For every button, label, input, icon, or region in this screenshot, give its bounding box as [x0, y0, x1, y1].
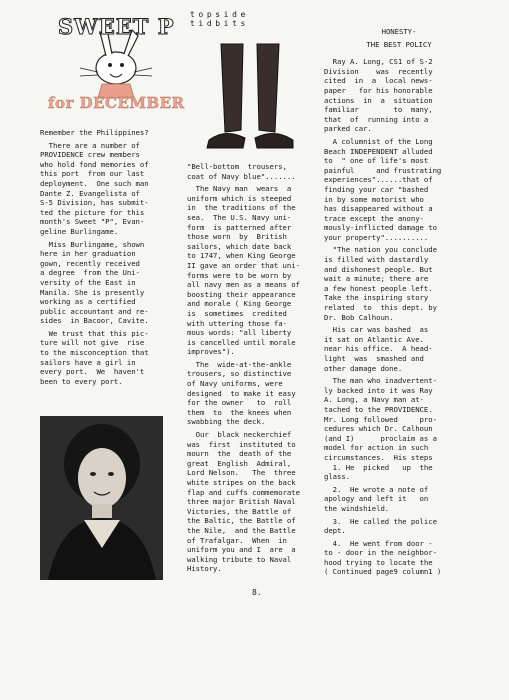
- graduation-photo: [40, 416, 163, 580]
- best-policy-heading: THE BEST POLICY: [366, 39, 432, 49]
- col3-paragraph: 2. He wrote a note of apology and left it on the windshield.: [324, 484, 429, 513]
- month-label: for DECEMBER: [48, 94, 185, 112]
- col3-paragraph: His car was bashed as it sat on Atlantic Ave. near his office. A head- light was smashed and other damage done.: [324, 325, 433, 373]
- sweet-p-title: SWEET P: [58, 14, 175, 39]
- col1-paragraph: There are a number of PROVIDENCE crew members who hold fond memories of this port from our last deployment. One such man Dante Z. Evangelista of S-5 Division, has submit- ted the picture for this month's Sweet "P", Evan- geline Burlingame.: [40, 140, 149, 236]
- col2-paragraph: The Navy man wears a uniform which is steeped in the traditions of the sea. The U.S. Navy uni- form is patterned after those worn by British sailors, which date back to 1747, when King George II gave an order that uni- forms were to be worn by all navy men as a means of boosting their appearance and morale ( King George is sometimes credited with uttering those fa- mous words: "all liberty is cancelled until morale improves").: [187, 184, 300, 357]
- col1-paragraph: Miss Burlingame, shown here in her graduation gown, recently received a degree from the Uni- versity of the East in Manila. She is presently working as a certified public accountant and re- sides in Bacoor, Cavite.: [40, 239, 149, 326]
- col3-paragraph: The man who inadvertent- ly backed into it was Ray A. Long, a Navy man at- tached to the PROVIDENCE. Mr. Long followed pro- cedures which Dr. Calhoun (and I) proclaim as a model for action in such circumstances. His steps 1. He picked up the glass.: [324, 376, 437, 482]
- col3-paragraph: "The nation you conclude is filled with dastardly and dishonest people. But wait a minute; there are a few honest people left. Take the inspiring story related to this dept. by Dr. Bob Calhoun.: [324, 245, 437, 322]
- col1-paragraph: Remember the Philippines?: [40, 128, 149, 137]
- column-sweet-p: [40, 128, 182, 389]
- bell-bottom-trousers-illustration: [195, 40, 305, 160]
- column-topside-tidbits: [187, 162, 321, 577]
- col2-paragraph: The wide-at-the-ankle trousers, so distinctive of Navy uniforms, were designed to make it easy for the owner to roll them to the knees when swabbing the deck.: [187, 359, 296, 427]
- col3-paragraph: 4. He went from door - to - door in the neighbor- hood trying to locate the ( Continued page9 column1 ): [324, 538, 442, 577]
- col2-paragraph: Our black neckerchief was first instituted to mourn the death of the great English Admiral, Lord Nelson. The three white stripes on the back flap and cuffs commemorate three major British Naval Victories, the Battle of the Baltic, the Battle of the Nile, and the Battle of Trafalgar. When in uniform you and I are a walking tribute to Naval History.: [187, 430, 300, 574]
- tidbits-word: tidbits: [190, 19, 249, 28]
- column-honesty: [324, 27, 474, 580]
- col3-paragraph: 3. He called the police dept.: [324, 516, 437, 536]
- col3-paragraph: Ray A. Long, CS1 of S-2 Division was recently cited in a local news- paper for his honorable actions in a situation familiar to many, that of running into a parked car.: [324, 57, 433, 134]
- col1-paragraph: We trust that this pic- ture will not give rise to the misconception that sailors have a girl in every port. We haven't been to every port.: [40, 328, 149, 386]
- honesty-heading: HONESTY-: [381, 27, 417, 36]
- page-number: 8.: [252, 588, 262, 597]
- col2-paragraph: "Bell-bottom trousers, coat of Navy blue".......: [187, 162, 296, 181]
- topside-tidbits-heading: [190, 10, 300, 28]
- col3-paragraph: A columnist of the Long Beach INDEPENDENT alluded to " one of life's most painful and frustrating experiences"......that of finding your car "bashed in by some motorist who has disappeared without a trace except the anony- mously-inflicted damage to your property"..........: [324, 136, 442, 242]
- topside-word: topside: [190, 10, 249, 19]
